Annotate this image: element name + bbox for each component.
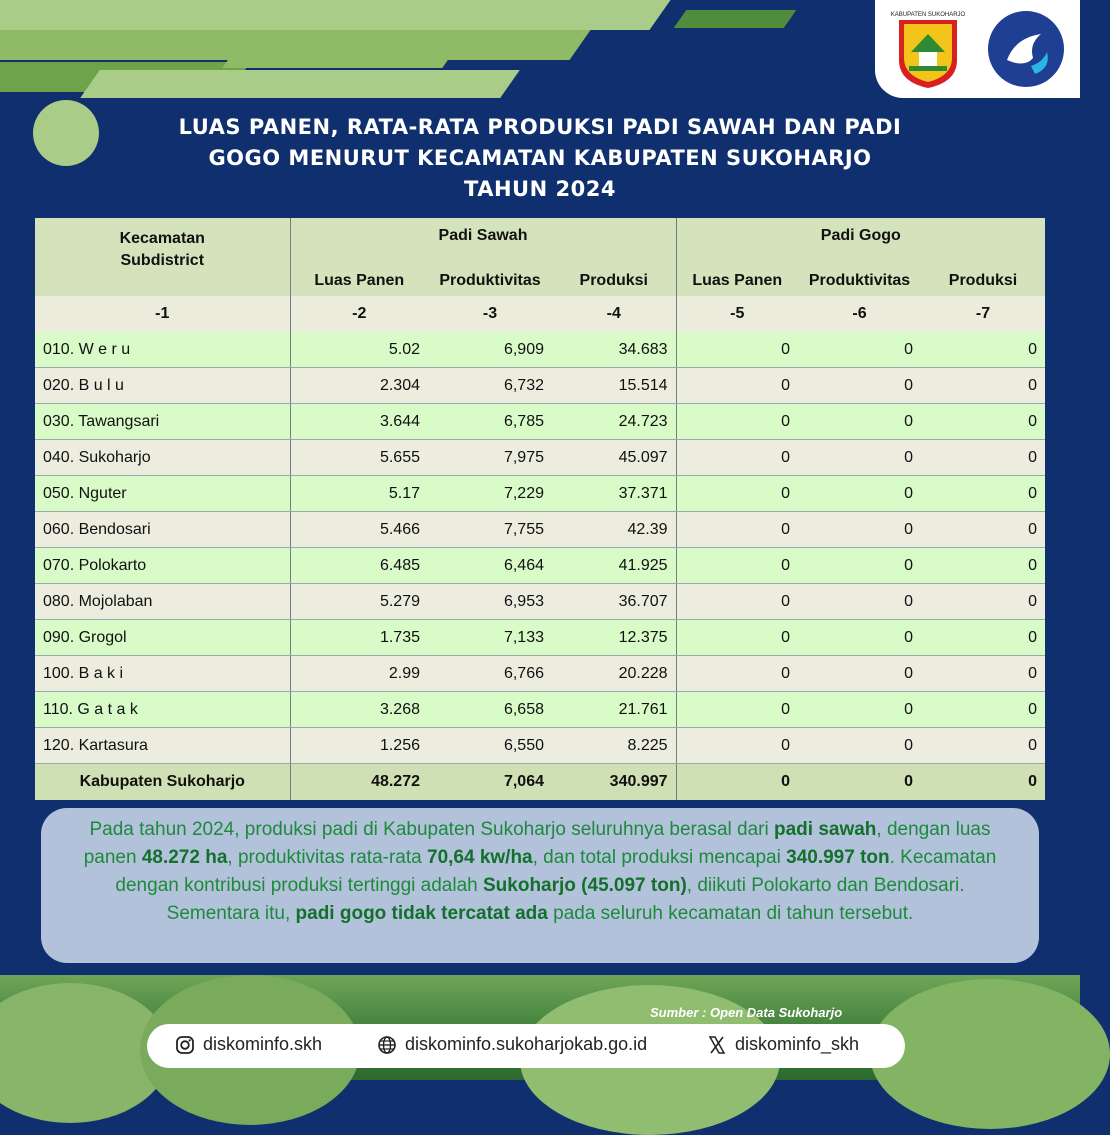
column-number: -6 xyxy=(798,296,921,332)
cell-value: 0 xyxy=(676,692,798,728)
cell-value: 3.268 xyxy=(290,692,428,728)
subheader: Luas Panen xyxy=(676,254,798,296)
subheader: Produksi xyxy=(552,254,676,296)
header-padi-sawah: Padi Sawah xyxy=(290,218,676,254)
cell-value: 0 xyxy=(798,728,921,764)
cell-value: 0 xyxy=(798,620,921,656)
kominfo-logo xyxy=(985,8,1067,90)
column-number: -2 xyxy=(290,296,428,332)
globe-icon xyxy=(377,1035,397,1055)
column-number: -4 xyxy=(552,296,676,332)
table-row xyxy=(35,548,1045,584)
summary-highlight: 48.272 ha xyxy=(141,847,228,868)
cell-value: 0 xyxy=(921,692,1045,728)
table-row xyxy=(35,368,1045,404)
instagram-link[interactable] xyxy=(175,1034,322,1055)
cell-value: 48.272 xyxy=(290,764,428,801)
cell-value: 3.644 xyxy=(290,404,428,440)
summary-text: , produktivitas rata-rata xyxy=(227,847,427,868)
cell-value: 340.997 xyxy=(552,764,676,801)
cell-value: 5.279 xyxy=(290,584,428,620)
header-kecamatan xyxy=(35,218,290,296)
x-icon xyxy=(707,1035,727,1055)
cell-value: 5.17 xyxy=(290,476,428,512)
total-row xyxy=(35,764,1045,801)
table-row xyxy=(35,404,1045,440)
svg-text:KABUPATEN SUKOHARJO: KABUPATEN SUKOHARJO xyxy=(890,12,966,18)
cell-value: 6,550 xyxy=(428,728,552,764)
kecamatan-name: 060. Bendosari xyxy=(35,512,290,548)
decor-stripe xyxy=(0,0,671,30)
decor-stripe xyxy=(674,10,797,28)
kecamatan-name: 090. Grogol xyxy=(35,620,290,656)
cell-value: 0 xyxy=(798,512,921,548)
cell-value: 41.925 xyxy=(552,548,676,584)
cell-value: 2.99 xyxy=(290,656,428,692)
cell-value: 8.225 xyxy=(552,728,676,764)
website-link[interactable] xyxy=(377,1034,647,1055)
cell-value: 0 xyxy=(921,368,1045,404)
cell-value: 7,755 xyxy=(428,512,552,548)
cell-value: 6,785 xyxy=(428,404,552,440)
cell-value: 7,975 xyxy=(428,440,552,476)
cell-value: 45.097 xyxy=(552,440,676,476)
cell-value: 1.256 xyxy=(290,728,428,764)
cell-value: 0 xyxy=(921,764,1045,801)
x-handle: diskominfo_skh xyxy=(735,1034,860,1054)
summary-text: Pada tahun 2024, produksi padi di Kabupaten Sukoharjo seluruhnya berasal dari xyxy=(89,819,774,840)
x-link[interactable] xyxy=(707,1034,859,1055)
subheader: Produksi xyxy=(921,254,1045,296)
cell-value: 0 xyxy=(676,728,798,764)
cell-value: 24.723 xyxy=(552,404,676,440)
sukoharjo-crest-logo xyxy=(890,8,966,90)
kecamatan-name: 040. Sukoharjo xyxy=(35,440,290,476)
kecamatan-name: 120. Kartasura xyxy=(35,728,290,764)
cell-value: 6,732 xyxy=(428,368,552,404)
cell-value: 0 xyxy=(921,440,1045,476)
summary-text: , diikuti Polokarto dan Bendosari. Sementara itu, xyxy=(166,875,965,924)
table-row xyxy=(35,656,1045,692)
subheader: Luas Panen xyxy=(290,254,428,296)
kecamatan-name: 030. Tawangsari xyxy=(35,404,290,440)
column-number: -1 xyxy=(35,296,290,332)
instagram-icon xyxy=(175,1035,195,1055)
logo-panel xyxy=(875,0,1080,98)
cell-value: 6,953 xyxy=(428,584,552,620)
table-row xyxy=(35,332,1045,368)
cell-value: 34.683 xyxy=(552,332,676,368)
cell-value: 0 xyxy=(798,764,921,801)
cell-value: 0 xyxy=(798,548,921,584)
decor-stripe xyxy=(80,70,520,98)
decor-bush xyxy=(870,979,1110,1129)
cell-value: 6.485 xyxy=(290,548,428,584)
cell-value: 0 xyxy=(798,440,921,476)
header-padi-gogo: Padi Gogo xyxy=(676,218,1045,254)
cell-value: 0 xyxy=(798,476,921,512)
cell-value: 0 xyxy=(921,404,1045,440)
cell-value: 0 xyxy=(798,368,921,404)
cell-value: 0 xyxy=(676,584,798,620)
kecamatan-name: 070. Polokarto xyxy=(35,548,290,584)
decor-circle xyxy=(33,100,99,166)
cell-value: 42.39 xyxy=(552,512,676,548)
title-line: GOGO MENURUT KECAMATAN KABUPATEN SUKOHARJO xyxy=(208,146,872,170)
column-number: -5 xyxy=(676,296,798,332)
kecamatan-name: Kabupaten Sukoharjo xyxy=(35,764,290,801)
cell-value: 0 xyxy=(798,404,921,440)
cell-value: 6,464 xyxy=(428,548,552,584)
instagram-handle: diskominfo.skh xyxy=(203,1034,323,1054)
kecamatan-name: 110. G a t a k xyxy=(35,692,290,728)
cell-value: 0 xyxy=(676,404,798,440)
decor-stripe xyxy=(222,46,457,68)
cell-value: 6,909 xyxy=(428,332,552,368)
table-row xyxy=(35,692,1045,728)
kecamatan-name: 010. W e r u xyxy=(35,332,290,368)
cell-value: 0 xyxy=(798,332,921,368)
cell-value: 6,766 xyxy=(428,656,552,692)
cell-value: 5.02 xyxy=(290,332,428,368)
column-number: -3 xyxy=(428,296,552,332)
cell-value: 0 xyxy=(676,656,798,692)
summary-highlight: padi gogo tidak tercatat ada xyxy=(295,903,548,924)
kecamatan-name: 020. B u l u xyxy=(35,368,290,404)
website-url: diskominfo.sukoharjokab.go.id xyxy=(405,1034,648,1054)
summary-box xyxy=(41,808,1039,963)
cell-value: 0 xyxy=(798,656,921,692)
cell-value: 36.707 xyxy=(552,584,676,620)
kecamatan-name: 100. B a k i xyxy=(35,656,290,692)
kecamatan-name: 080. Mojolaban xyxy=(35,584,290,620)
cell-value: 0 xyxy=(676,476,798,512)
cell-value: 21.761 xyxy=(552,692,676,728)
summary-highlight: padi sawah xyxy=(773,819,877,840)
header-label: Kecamatan xyxy=(119,230,205,247)
subheader: Produktivitas xyxy=(428,254,552,296)
cell-value: 7,133 xyxy=(428,620,552,656)
summary-text: . Kecamatan dengan kontribusi produksi tertinggi adalah xyxy=(115,847,997,896)
cell-value: 0 xyxy=(921,548,1045,584)
table-row xyxy=(35,476,1045,512)
cell-value: 5.466 xyxy=(290,512,428,548)
title-line: TAHUN 2024 xyxy=(464,177,616,201)
cell-value: 0 xyxy=(798,692,921,728)
cell-value: 0 xyxy=(676,764,798,801)
summary-text: , dengan luas panen xyxy=(83,819,991,868)
cell-value: 1.735 xyxy=(290,620,428,656)
cell-value: 0 xyxy=(676,548,798,584)
cell-value: 15.514 xyxy=(552,368,676,404)
summary-text: , dan total produksi mencapai xyxy=(532,847,787,868)
cell-value: 0 xyxy=(676,512,798,548)
social-bar xyxy=(147,1024,905,1068)
summary-highlight: 340.997 ton xyxy=(786,847,890,868)
page-title xyxy=(100,112,980,205)
table-row xyxy=(35,584,1045,620)
summary-highlight: 70,64 kw/ha xyxy=(427,847,533,868)
cell-value: 0 xyxy=(921,620,1045,656)
cell-value: 0 xyxy=(676,332,798,368)
summary-text: pada seluruh kecamatan di tahun tersebut. xyxy=(547,903,914,924)
cell-value: 20.228 xyxy=(552,656,676,692)
column-number: -7 xyxy=(921,296,1045,332)
source-credit: Sumber : Open Data Sukoharjo xyxy=(650,1005,843,1020)
table-row xyxy=(35,620,1045,656)
cell-value: 37.371 xyxy=(552,476,676,512)
cell-value: 5.655 xyxy=(290,440,428,476)
title-line: LUAS PANEN, RATA-RATA PRODUKSI PADI SAWAH DAN PADI xyxy=(178,115,902,139)
kecamatan-name: 050. Nguter xyxy=(35,476,290,512)
cell-value: 7,064 xyxy=(428,764,552,801)
cell-value: 0 xyxy=(921,512,1045,548)
cell-value: 7,229 xyxy=(428,476,552,512)
cell-value: 0 xyxy=(676,440,798,476)
cell-value: 0 xyxy=(676,620,798,656)
summary-highlight: Sukoharjo (45.097 ton) xyxy=(483,875,687,896)
cell-value: 0 xyxy=(921,476,1045,512)
subheader: Produktivitas xyxy=(798,254,921,296)
cell-value: 2.304 xyxy=(290,368,428,404)
table-row xyxy=(35,440,1045,476)
header-label: Subdistrict xyxy=(120,252,205,269)
table-row xyxy=(35,728,1045,764)
cell-value: 6,658 xyxy=(428,692,552,728)
cell-value: 0 xyxy=(921,584,1045,620)
cell-value: 0 xyxy=(676,368,798,404)
cell-value: 12.375 xyxy=(552,620,676,656)
data-table xyxy=(35,218,1045,800)
cell-value: 0 xyxy=(921,728,1045,764)
cell-value: 0 xyxy=(798,584,921,620)
cell-value: 0 xyxy=(921,332,1045,368)
table-row xyxy=(35,512,1045,548)
cell-value: 0 xyxy=(921,656,1045,692)
